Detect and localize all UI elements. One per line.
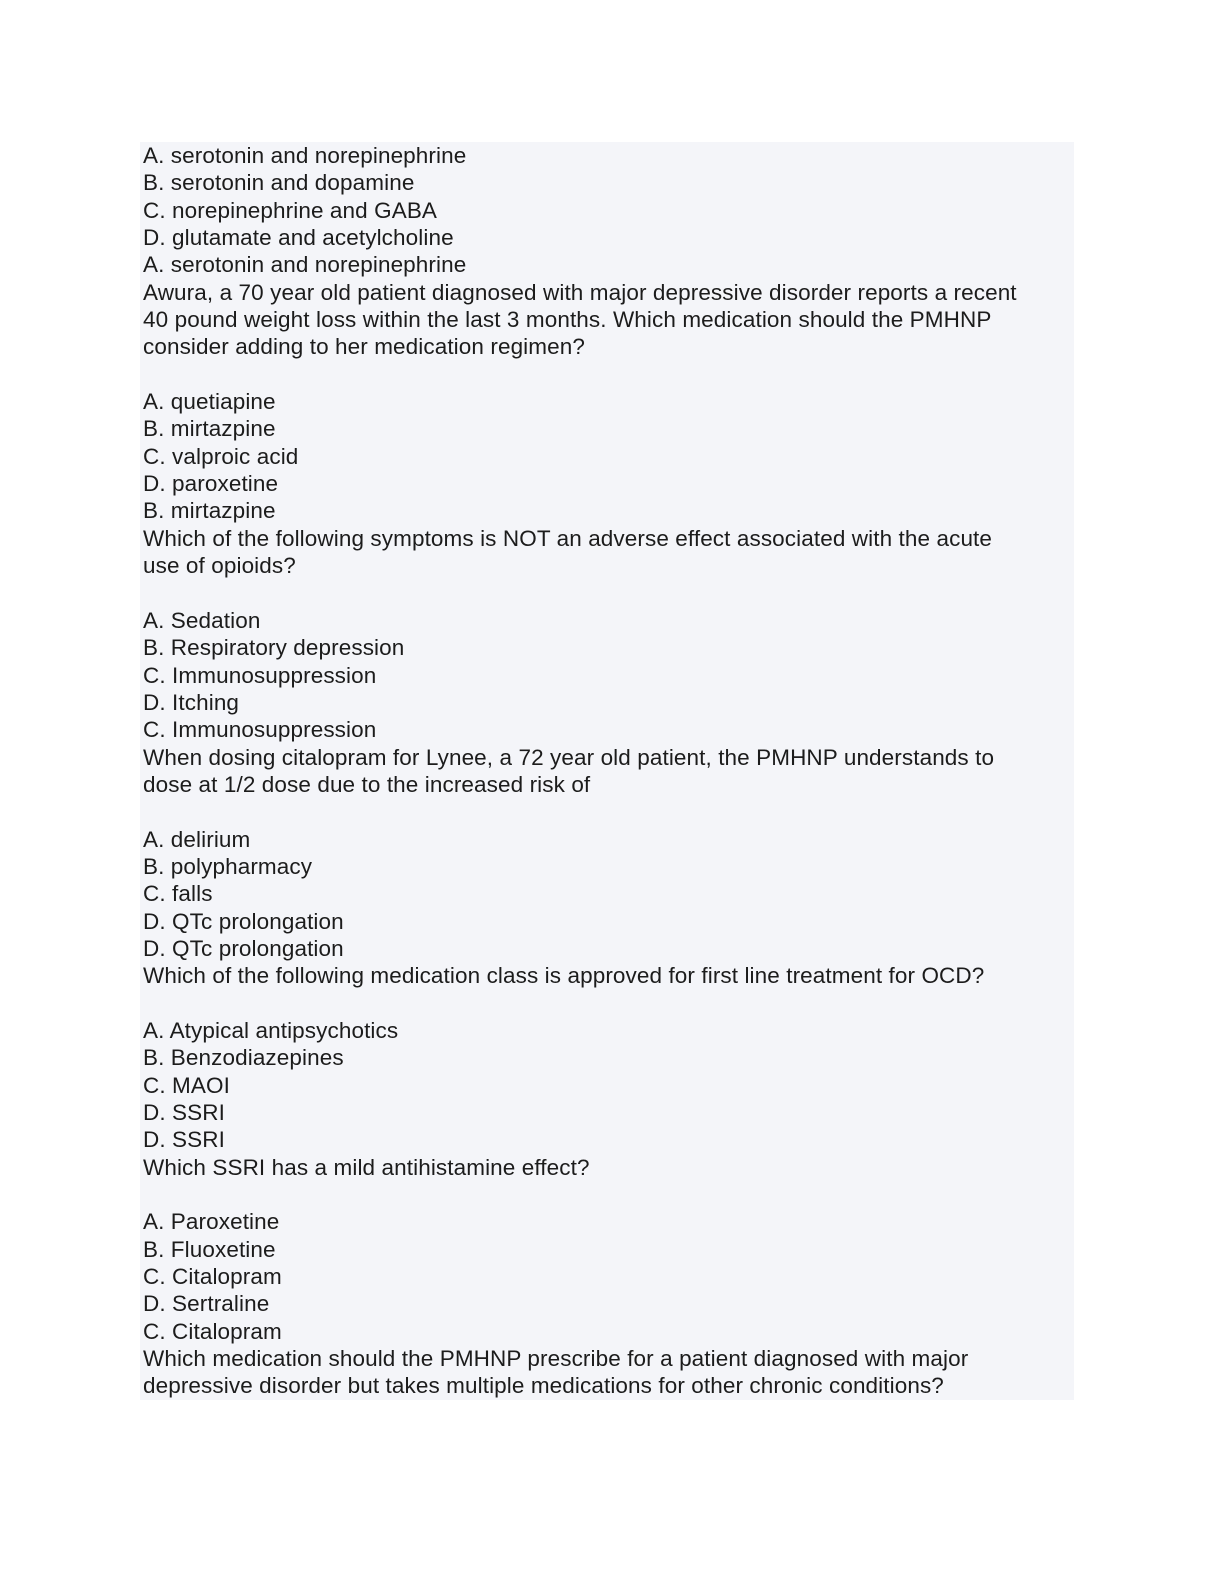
text-line: A. Sedation (143, 607, 261, 633)
text-line: B. mirtazpine (143, 498, 276, 524)
text-line: use of opioids? (143, 553, 296, 579)
text-line: B. Respiratory depression (143, 635, 405, 661)
text-line: B. Benzodiazepines (143, 1045, 344, 1071)
text-line: A. Atypical antipsychotics (143, 1018, 399, 1043)
text-line: C. MAOI (143, 1072, 230, 1098)
text-line: dose at 1/2 dose due to the increased risk of (143, 771, 591, 797)
text-line: Which of the following medication class is approved for first line treatment for OCD? (143, 963, 985, 989)
text-line: Which of the following symptoms is NOT an adverse effect associated with the acute (143, 525, 993, 551)
text-line: D. Sertraline (143, 1291, 270, 1317)
text-line: B. serotonin and dopamine (143, 170, 415, 196)
text-line: D. SSRI (143, 1127, 225, 1153)
text-line: B. polypharmacy (143, 853, 313, 879)
text-line: C. norepinephrine and GABA (143, 197, 438, 223)
text-line: D. paroxetine (143, 471, 279, 497)
text-line: consider adding to her medication regimen? (143, 334, 585, 360)
blank-line (143, 580, 1068, 607)
text-line: C. Citalopram (143, 1318, 282, 1344)
text-line: A. quetiapine (143, 389, 276, 415)
text-line: B. mirtazpine (143, 416, 276, 442)
text-line: B. Fluoxetine (143, 1236, 276, 1262)
text-line: D. SSRI (143, 1100, 225, 1126)
text-line: depressive disorder but takes multiple medications for other chronic conditions? (143, 1373, 944, 1399)
blank-line (143, 1181, 1068, 1208)
text-line: When dosing citalopram for Lynee, a 72 year old patient, the PMHNP understands to (143, 744, 995, 770)
blank-line (143, 798, 1068, 825)
text-line: D. Itching (143, 689, 240, 715)
text-line: D. glutamate and acetylcholine (143, 225, 454, 251)
text-line: C. Immunosuppression (143, 662, 377, 688)
text-line: A. serotonin and norepinephrine (143, 252, 467, 278)
document-text (143, 142, 1068, 1400)
text-line: D. QTc prolongation (143, 935, 344, 961)
text-line: Which medication should the PMHNP prescribe for a patient diagnosed with major (143, 1346, 969, 1372)
text-line: A. delirium (143, 826, 251, 852)
text-line: C. falls (143, 881, 213, 907)
text-line: C. Immunosuppression (143, 717, 377, 743)
text-line: Which SSRI has a mild antihistamine effect? (143, 1154, 590, 1180)
text-line: Awura, a 70 year old patient diagnosed with major depressive disorder reports a recent (143, 279, 1017, 305)
text-line: A. Paroxetine (143, 1209, 280, 1235)
text-line: D. QTc prolongation (143, 908, 344, 934)
blank-line (143, 990, 1068, 1017)
text-line: C. Citalopram (143, 1264, 282, 1290)
text-line: C. valproic acid (143, 443, 299, 469)
text-line: A. serotonin and norepinephrine (143, 143, 467, 168)
blank-line (143, 361, 1068, 388)
text-line: 40 pound weight loss within the last 3 months. Which medication should the PMHNP (143, 307, 992, 333)
